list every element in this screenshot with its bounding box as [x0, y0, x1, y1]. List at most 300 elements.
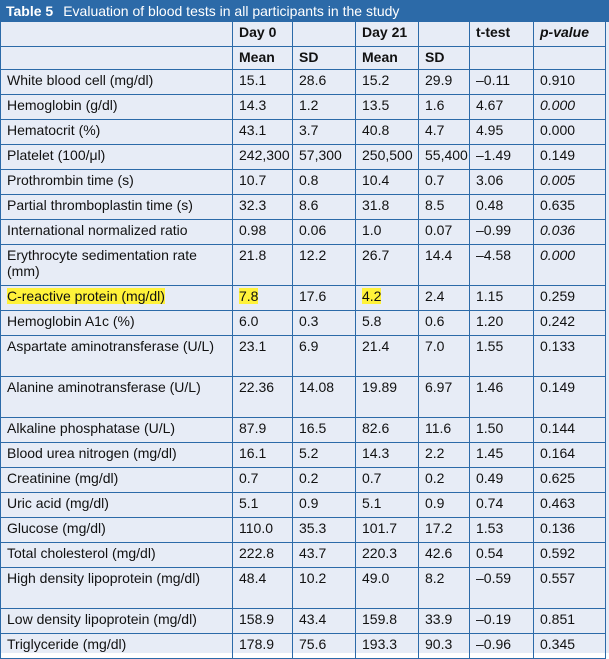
pvalue-cell — [534, 145, 606, 170]
day21-sd-cell-text: 42.6 — [425, 545, 453, 561]
test-name-cell-text: Uric acid (mg/dl) — [7, 495, 109, 511]
day0-mean-cell-text: 110.0 — [239, 520, 273, 536]
day21-mean-cell — [356, 377, 419, 418]
day0-sd-cell — [293, 518, 356, 543]
day21-sd-cell — [419, 95, 470, 120]
day21-mean-cell — [356, 95, 419, 120]
table-row — [1, 286, 606, 311]
day21-mean-cell — [356, 170, 419, 195]
day21-mean-cell-text: 5.8 — [362, 313, 382, 329]
pvalue-cell — [534, 170, 606, 195]
ttest-cell — [470, 518, 534, 543]
day0-sd-cell — [293, 443, 356, 468]
ttest-cell-text: 0.49 — [476, 470, 504, 486]
day0-sd-cell — [293, 120, 356, 145]
day21-sd-cell — [419, 311, 470, 336]
table-row — [1, 493, 606, 518]
pvalue-cell — [534, 609, 606, 634]
day0-mean-cell — [233, 286, 293, 311]
day21-sd-cell-text: 1.6 — [425, 97, 445, 113]
table-row — [1, 568, 606, 609]
day21-mean-cell — [356, 568, 419, 609]
day21-sd-cell — [419, 518, 470, 543]
test-name-cell-text: Hemoglobin (g/dl) — [7, 97, 118, 113]
day21-mean-cell-text: 21.4 — [362, 338, 390, 354]
day0-sd-cell — [293, 377, 356, 418]
pvalue-cell-text: 0.164 — [540, 445, 576, 461]
header-mean-day0: Mean — [233, 47, 293, 70]
pvalue-cell — [534, 377, 606, 418]
day21-sd-cell-text: 2.2 — [425, 445, 445, 461]
day0-mean-cell — [233, 220, 293, 245]
test-name-cell — [1, 493, 233, 518]
day21-sd-cell — [419, 468, 470, 493]
day0-sd-cell-text: 75.6 — [299, 636, 327, 652]
ttest-cell — [470, 634, 534, 659]
day0-mean-cell-text: 48.4 — [239, 570, 267, 586]
day21-mean-cell — [356, 609, 419, 634]
test-name-cell — [1, 120, 233, 145]
day0-sd-cell-text: 6.9 — [299, 338, 319, 354]
pvalue-cell — [534, 418, 606, 443]
test-name-cell — [1, 245, 233, 286]
day21-sd-cell — [419, 568, 470, 609]
table-caption: Evaluation of blood tests in all participants in the study — [63, 3, 400, 19]
day0-mean-cell — [233, 170, 293, 195]
test-name-cell-text: High density lipoprotein (mg/dl) — [7, 570, 200, 586]
day0-mean-cell-text: 16.1 — [239, 445, 267, 461]
day0-mean-cell — [233, 120, 293, 145]
ttest-cell — [470, 145, 534, 170]
test-name-cell — [1, 145, 233, 170]
day0-sd-cell-text: 0.8 — [299, 172, 319, 188]
table-row — [1, 609, 606, 634]
day21-mean-cell-text: 193.3 — [362, 636, 398, 652]
day21-mean-cell-text: 13.5 — [362, 97, 390, 113]
pvalue-cell — [534, 311, 606, 336]
test-name-cell — [1, 220, 233, 245]
day21-sd-cell — [419, 543, 470, 568]
pvalue-cell-text: 0.149 — [540, 147, 576, 163]
day21-sd-cell-text: 2.4 — [425, 288, 445, 304]
header-sd-day0: SD — [293, 47, 356, 70]
day21-sd-cell-text: 29.9 — [425, 72, 453, 88]
pvalue-cell-text: 0.005 — [540, 172, 576, 188]
day0-mean-cell — [233, 543, 293, 568]
day21-mean-cell-text: 250,500 — [362, 147, 413, 163]
day0-mean-cell-text: 7.8 — [239, 288, 259, 304]
pvalue-cell — [534, 518, 606, 543]
day0-sd-cell-text: 43.4 — [299, 611, 327, 627]
day21-sd-cell — [419, 493, 470, 518]
day0-mean-cell-text: 178.9 — [239, 636, 275, 652]
day21-sd-cell — [419, 120, 470, 145]
day0-sd-cell-text: 0.9 — [299, 495, 319, 511]
day21-sd-cell-text: 17.2 — [425, 520, 453, 536]
ttest-cell — [470, 377, 534, 418]
table-row — [1, 170, 606, 195]
day21-mean-cell-text: 159.8 — [362, 611, 398, 627]
day0-sd-cell — [293, 195, 356, 220]
ttest-cell — [470, 609, 534, 634]
day0-sd-cell — [293, 634, 356, 659]
test-name-cell-text: Aspartate aminotransferase (U/L) — [7, 338, 214, 354]
ttest-cell — [470, 286, 534, 311]
day0-mean-cell-text: 242,300 — [239, 147, 290, 163]
test-name-cell — [1, 195, 233, 220]
pvalue-cell-text: 0.000 — [540, 122, 576, 138]
test-name-cell — [1, 170, 233, 195]
ttest-cell-text: 1.15 — [476, 288, 504, 304]
header-row-2 — [1, 47, 606, 70]
test-name-cell-text: Erythrocyte sedimentation rate (mm) — [7, 247, 197, 279]
day21-sd-cell — [419, 418, 470, 443]
ttest-cell — [470, 468, 534, 493]
header-empty — [293, 22, 356, 47]
pvalue-cell-text: 0.133 — [540, 338, 576, 354]
ttest-cell — [470, 220, 534, 245]
test-name-cell-text: Glucose (mg/dl) — [7, 520, 106, 536]
day21-mean-cell-text: 5.1 — [362, 495, 382, 511]
test-name-cell-text: Alanine aminotransferase (U/L) — [7, 379, 201, 395]
day21-sd-cell — [419, 377, 470, 418]
table-row — [1, 443, 606, 468]
day0-mean-cell-text: 5.1 — [239, 495, 259, 511]
day21-sd-cell-text: 0.2 — [425, 470, 445, 486]
ttest-cell-text: 1.45 — [476, 445, 504, 461]
day0-sd-cell — [293, 468, 356, 493]
day0-sd-cell — [293, 170, 356, 195]
pvalue-cell — [534, 70, 606, 95]
day0-sd-cell-text: 43.7 — [299, 545, 327, 561]
day0-sd-cell — [293, 220, 356, 245]
day0-sd-cell-text: 0.06 — [299, 222, 327, 238]
ttest-cell-text: 1.46 — [476, 379, 504, 395]
ttest-cell-text: –1.49 — [476, 147, 512, 163]
pvalue-cell-text: 0.635 — [540, 197, 576, 213]
header-mean-day21: Mean — [356, 47, 419, 70]
ttest-cell-text: 1.53 — [476, 520, 504, 536]
pvalue-cell-text: 0.592 — [540, 545, 576, 561]
day21-sd-cell-text: 0.7 — [425, 172, 445, 188]
day21-mean-cell-text: 15.2 — [362, 72, 390, 88]
day21-mean-cell — [356, 518, 419, 543]
day0-mean-cell-text: 14.3 — [239, 97, 267, 113]
day0-sd-cell-text: 5.2 — [299, 445, 319, 461]
ttest-cell-text: –0.96 — [476, 636, 512, 652]
test-name-cell-text: Low density lipoprotein (mg/dl) — [7, 611, 197, 627]
ttest-cell — [470, 418, 534, 443]
day0-sd-cell — [293, 493, 356, 518]
table-row — [1, 120, 606, 145]
test-name-cell — [1, 286, 233, 311]
table-row — [1, 311, 606, 336]
pvalue-cell-text: 0.000 — [540, 97, 576, 113]
pvalue-cell — [534, 220, 606, 245]
day21-sd-cell — [419, 336, 470, 377]
day21-sd-cell-text: 11.6 — [425, 420, 452, 436]
ttest-cell-text: 0.54 — [476, 545, 504, 561]
ttest-cell-text: 3.06 — [476, 172, 504, 188]
day0-mean-cell-text: 23.1 — [239, 338, 267, 354]
table-row — [1, 245, 606, 286]
pvalue-cell — [534, 543, 606, 568]
day21-mean-cell — [356, 120, 419, 145]
day0-mean-cell — [233, 418, 293, 443]
ttest-cell — [470, 336, 534, 377]
day0-sd-cell — [293, 95, 356, 120]
day0-mean-cell — [233, 95, 293, 120]
day0-sd-cell-text: 0.3 — [299, 313, 319, 329]
day0-sd-cell — [293, 245, 356, 286]
header-empty — [534, 47, 606, 70]
day21-mean-cell — [356, 468, 419, 493]
day0-mean-cell-text: 21.8 — [239, 247, 267, 263]
day0-mean-cell — [233, 468, 293, 493]
header-sd-day21: SD — [419, 47, 470, 70]
day21-mean-cell — [356, 634, 419, 659]
test-name-cell — [1, 336, 233, 377]
table-row — [1, 418, 606, 443]
ttest-cell — [470, 443, 534, 468]
day21-mean-cell — [356, 70, 419, 95]
ttest-cell-text: 0.74 — [476, 495, 504, 511]
ttest-cell-text: 4.67 — [476, 97, 504, 113]
table-number: Table 5 — [6, 3, 54, 19]
day0-sd-cell-text: 10.2 — [299, 570, 327, 586]
pvalue-cell-text: 0.036 — [540, 222, 576, 238]
day21-mean-cell-text: 10.4 — [362, 172, 390, 188]
day21-sd-cell-text: 8.5 — [425, 197, 445, 213]
day21-sd-cell — [419, 170, 470, 195]
day0-sd-cell — [293, 543, 356, 568]
pvalue-cell — [534, 120, 606, 145]
day0-sd-cell — [293, 418, 356, 443]
pvalue-cell-text: 0.242 — [540, 313, 576, 329]
day0-sd-cell — [293, 145, 356, 170]
day21-sd-cell-text: 7.0 — [425, 338, 445, 354]
day21-sd-cell — [419, 443, 470, 468]
day0-mean-cell-text: 222.8 — [239, 545, 275, 561]
day21-mean-cell — [356, 286, 419, 311]
ttest-cell-text: 1.50 — [476, 420, 504, 436]
day21-sd-cell-text: 90.3 — [425, 636, 453, 652]
day0-mean-cell — [233, 609, 293, 634]
test-name-cell-text: Alkaline phosphatase (U/L) — [7, 420, 176, 436]
pvalue-cell-text: 0.149 — [540, 379, 576, 395]
pvalue-cell-text: 0.625 — [540, 470, 576, 486]
test-name-cell-text: Platelet (100/μl) — [7, 147, 106, 163]
ttest-cell — [470, 170, 534, 195]
day0-sd-cell — [293, 568, 356, 609]
table-row — [1, 95, 606, 120]
header-ttest: t-test — [470, 22, 534, 47]
ttest-cell-text: 0.48 — [476, 197, 504, 213]
day0-sd-cell-text: 16.5 — [299, 420, 327, 436]
day21-mean-cell — [356, 145, 419, 170]
day21-sd-cell — [419, 70, 470, 95]
test-name-cell — [1, 568, 233, 609]
table-row — [1, 377, 606, 418]
pvalue-cell-text: 0.557 — [540, 570, 576, 586]
day0-mean-cell — [233, 195, 293, 220]
day21-sd-cell-text: 4.7 — [425, 122, 445, 138]
ttest-cell — [470, 95, 534, 120]
day21-mean-cell-text: 1.0 — [362, 222, 382, 238]
day21-mean-cell — [356, 245, 419, 286]
day21-sd-cell — [419, 286, 470, 311]
test-name-cell — [1, 311, 233, 336]
day21-mean-cell-text: 49.0 — [362, 570, 390, 586]
header-row-1 — [1, 22, 606, 47]
day21-mean-cell — [356, 418, 419, 443]
table-row — [1, 336, 606, 377]
day21-sd-cell — [419, 220, 470, 245]
day0-mean-cell-text: 15.1 — [239, 72, 267, 88]
day21-sd-cell — [419, 634, 470, 659]
test-name-cell-text: Total cholesterol (mg/dl) — [7, 545, 156, 561]
day21-sd-cell — [419, 195, 470, 220]
day21-mean-cell — [356, 443, 419, 468]
test-name-cell — [1, 609, 233, 634]
day21-mean-cell-text: 14.3 — [362, 445, 390, 461]
test-name-cell — [1, 377, 233, 418]
day0-mean-cell-text: 32.3 — [239, 197, 267, 213]
pvalue-cell-text: 0.136 — [540, 520, 576, 536]
table-title-bar — [0, 0, 609, 22]
day21-mean-cell-text: 40.8 — [362, 122, 390, 138]
pvalue-cell — [534, 245, 606, 286]
test-name-cell — [1, 634, 233, 659]
day0-mean-cell-text: 0.7 — [239, 470, 259, 486]
test-name-cell-text: Triglyceride (mg/dl) — [7, 636, 127, 652]
pvalue-cell — [534, 286, 606, 311]
test-name-cell-text: Prothrombin time (s) — [7, 172, 134, 188]
test-name-cell-text: Blood urea nitrogen (mg/dl) — [7, 445, 177, 461]
test-name-cell — [1, 543, 233, 568]
pvalue-cell — [534, 493, 606, 518]
pvalue-cell — [534, 468, 606, 493]
ttest-cell — [470, 568, 534, 609]
day0-mean-cell — [233, 634, 293, 659]
day21-mean-cell-text: 82.6 — [362, 420, 390, 436]
pvalue-cell — [534, 443, 606, 468]
day0-sd-cell — [293, 336, 356, 377]
pvalue-cell-text: 0.259 — [540, 288, 576, 304]
day0-mean-cell — [233, 493, 293, 518]
test-name-cell-text: Hematocrit (%) — [7, 122, 101, 138]
day21-sd-cell — [419, 245, 470, 286]
table-row — [1, 220, 606, 245]
pvalue-cell-text: 0.910 — [540, 72, 576, 88]
day21-mean-cell-text: 101.7 — [362, 520, 398, 536]
table-row — [1, 145, 606, 170]
day0-mean-cell-text: 10.7 — [239, 172, 267, 188]
day21-sd-cell-text: 55,400 — [425, 147, 468, 163]
blood-tests-table — [0, 22, 606, 659]
pvalue-cell — [534, 336, 606, 377]
ttest-cell — [470, 70, 534, 95]
day0-sd-cell-text: 57,300 — [299, 147, 342, 163]
day21-sd-cell-text: 0.9 — [425, 495, 445, 511]
day0-mean-cell — [233, 443, 293, 468]
day21-mean-cell-text: 220.3 — [362, 545, 398, 561]
day0-mean-cell — [233, 336, 293, 377]
day0-sd-cell-text: 3.7 — [299, 122, 319, 138]
day21-mean-cell-text: 19.89 — [362, 379, 398, 395]
day0-mean-cell — [233, 568, 293, 609]
test-name-cell — [1, 443, 233, 468]
day0-sd-cell-text: 8.6 — [299, 197, 319, 213]
ttest-cell — [470, 195, 534, 220]
ttest-cell-text: –4.58 — [476, 247, 512, 263]
ttest-cell-text: 1.55 — [476, 338, 504, 354]
test-name-cell-text: C-reactive protein (mg/dl) — [7, 288, 165, 304]
day21-mean-cell — [356, 220, 419, 245]
table-row — [1, 468, 606, 493]
day0-sd-cell-text: 12.2 — [299, 247, 327, 263]
day21-sd-cell — [419, 145, 470, 170]
header-empty — [419, 22, 470, 47]
day0-mean-cell — [233, 311, 293, 336]
pvalue-cell — [534, 195, 606, 220]
table-row — [1, 70, 606, 95]
day0-mean-cell-text: 158.9 — [239, 611, 275, 627]
test-name-cell — [1, 468, 233, 493]
day0-sd-cell-text: 35.3 — [299, 520, 327, 536]
day21-mean-cell — [356, 543, 419, 568]
header-day21: Day 21 — [356, 22, 419, 47]
test-name-cell — [1, 70, 233, 95]
pvalue-cell-text: 0.851 — [540, 611, 576, 627]
day0-mean-cell-text: 0.98 — [239, 222, 267, 238]
table-row — [1, 195, 606, 220]
pvalue-cell-text: 0.144 — [540, 420, 576, 436]
test-name-cell-text: Hemoglobin A1c (%) — [7, 313, 135, 329]
day0-sd-cell-text: 1.2 — [299, 97, 319, 113]
day21-mean-cell-text: 4.2 — [362, 288, 382, 304]
header-empty — [1, 47, 233, 70]
day21-mean-cell — [356, 195, 419, 220]
day0-mean-cell-text: 6.0 — [239, 313, 259, 329]
day21-mean-cell-text: 26.7 — [362, 247, 390, 263]
day21-sd-cell-text: 14.4 — [425, 247, 453, 263]
day0-sd-cell — [293, 311, 356, 336]
day21-sd-cell — [419, 609, 470, 634]
test-name-cell-text: Creatinine (mg/dl) — [7, 470, 119, 486]
day0-sd-cell-text: 14.08 — [299, 379, 335, 395]
ttest-cell-text: 1.20 — [476, 313, 504, 329]
test-name-cell-text: International normalized ratio — [7, 222, 188, 238]
day21-sd-cell-text: 0.6 — [425, 313, 445, 329]
test-name-cell-text: White blood cell (mg/dl) — [7, 72, 154, 88]
header-pvalue: p-value — [534, 22, 606, 47]
ttest-cell — [470, 543, 534, 568]
table-row — [1, 634, 606, 659]
day21-mean-cell — [356, 493, 419, 518]
ttest-cell — [470, 493, 534, 518]
ttest-cell-text: –0.59 — [476, 570, 512, 586]
day21-sd-cell-text: 6.97 — [425, 379, 453, 395]
day21-sd-cell-text: 33.9 — [425, 611, 453, 627]
header-empty — [470, 47, 534, 70]
day21-mean-cell — [356, 336, 419, 377]
day21-mean-cell-text: 31.8 — [362, 197, 390, 213]
ttest-cell — [470, 120, 534, 145]
ttest-cell-text: –0.11 — [476, 72, 510, 88]
day0-sd-cell-text: 28.6 — [299, 72, 327, 88]
day0-mean-cell — [233, 377, 293, 418]
